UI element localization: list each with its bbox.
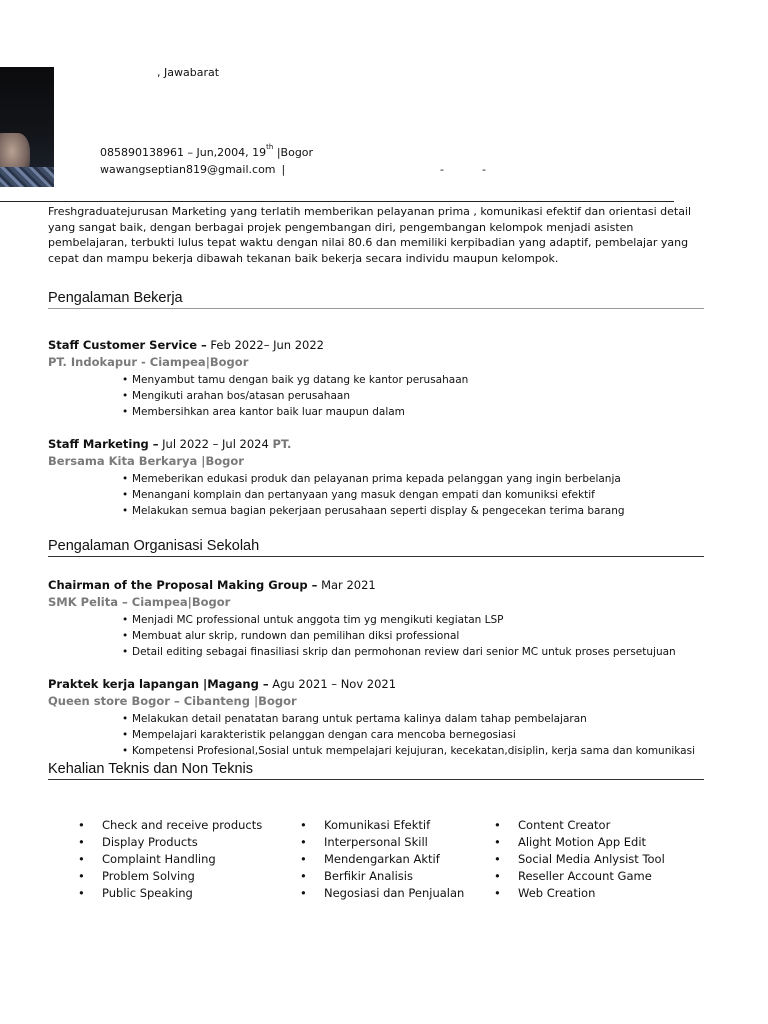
- list-item: • Menangani komplain dan pertanyaan yang masuk dengan empati dan komuniksi efektif: [120, 487, 720, 503]
- org-period: Mar 2021: [317, 578, 376, 592]
- list-item: • Display Products: [78, 834, 262, 851]
- list-item: • Problem Solving: [78, 868, 262, 885]
- list-item: • Interpersonal Skill: [300, 834, 464, 851]
- email-line: [100, 163, 486, 176]
- list-item: • Membersihkan area kantor baik luar maupun dalam: [120, 404, 720, 420]
- job-dash: –: [197, 338, 207, 352]
- job-title-2: [48, 437, 291, 451]
- job-company-prefix: PT.: [272, 437, 292, 451]
- job-period: Jul 2022 – Jul 2024: [158, 437, 273, 451]
- list-item: • Melakukan detail penatatan barang untuk pertama kalinya dalam tahap pembelajaran: [120, 711, 720, 727]
- org-place-1: SMK Pelita – Ciampea|Bogor: [48, 595, 231, 609]
- org-period: Agu 2021 – Nov 2021: [268, 677, 397, 691]
- list-item: • Reseller Account Game: [494, 868, 665, 885]
- job-duties-2: [120, 471, 720, 519]
- list-item: • Menjadi MC professional untuk anggota tim yg mengikuti kegiatan LSP: [120, 612, 720, 628]
- list-item: • Content Creator: [494, 817, 665, 834]
- list-item: • Berfikir Analisis: [300, 868, 464, 885]
- list-item: • Web Creation: [494, 885, 665, 902]
- address: , Jawabarat: [157, 66, 220, 79]
- list-item: • Alight Motion App Edit: [494, 834, 665, 851]
- job-title-1: [48, 338, 324, 352]
- job-dash: –: [148, 437, 159, 451]
- job-role: Staff Customer Service: [48, 338, 197, 352]
- org-place-2: Queen store Bogor – Cibanteng |Bogor: [48, 694, 297, 708]
- list-item: • Membuat alur skrip, rundown dan pemilihan diksi professional: [120, 628, 720, 644]
- email-separator: |: [281, 163, 286, 176]
- section-title-work: Pengalaman Bekerja: [48, 290, 704, 309]
- list-item: • Mempelajari karakteristik pelanggan dengan cara mencoba bernegosiasi: [120, 727, 720, 743]
- job-period: Feb 2022– Jun 2022: [206, 338, 325, 352]
- header-divider: [0, 201, 674, 202]
- org-duties-1: [120, 612, 720, 660]
- profile-photo: [0, 67, 54, 187]
- job-company-1: PT. Indokapur - Ciampea|Bogor: [48, 355, 249, 369]
- job-company-2: Bersama Kita Berkarya |Bogor: [48, 454, 244, 468]
- dash-1: -: [440, 163, 444, 176]
- list-item: • Detail editing sebagai finasiliasi skrip dan permohonan review dari senior MC untuk proses persetujuan: [120, 644, 720, 660]
- job-role: Staff Marketing: [48, 437, 149, 451]
- list-item: • Kompetensi Profesional,Sosial untuk mempelajari kejujuran, kecekatan,disiplin, kerja sama dan komunikasi: [120, 743, 720, 759]
- phone-birth-line: [100, 143, 314, 159]
- list-item: • Memeberikan edukasi produk dan pelayanan prima kepada pelanggan yang ingin berbelanja: [120, 471, 720, 487]
- org-dash: –: [307, 578, 318, 592]
- phone-birth-text: 085890138961 – Jun,2004, 19: [100, 146, 267, 159]
- list-item: • Check and receive products: [78, 817, 262, 834]
- photo-shirt: [0, 167, 54, 187]
- list-item: • Mengikuti arahan bos/atasan perusahaan: [120, 388, 720, 404]
- skills-column-2: [300, 817, 464, 902]
- list-item: • Negosiasi dan Penjualan: [300, 885, 464, 902]
- skills-column-3: [494, 817, 665, 902]
- org-title-2: [48, 677, 396, 691]
- list-item: • Melakukan semua bagian pekerjaan perusahaan seperti display & pengecekan terima barang: [120, 503, 720, 519]
- org-duties-2: [120, 711, 720, 759]
- list-item: • Complaint Handling: [78, 851, 262, 868]
- profile-summary: Freshgraduatejurusan Marketing yang terlatih memberikan pelayanan prima , komunikasi efektif dan orientasi detail yang sangat baik, dengan berbagai projek pengembangan diri, pengembangan kelompok menjadi asisten pembelajaran, terbukti lulus tepat waktu dengan nilai 80.6 dan memiliki kerpibadian yang adaptif, pembelajar yang cepat dan mampu bekerja dibawah tekanan baik bekerja secara individu maupun kelompok.: [48, 205, 692, 265]
- ordinal-suffix: th: [266, 143, 274, 151]
- org-role: Praktek kerja lapangan |Magang –: [48, 677, 269, 691]
- email[interactable]: wawangseptian819@gmail.com: [100, 163, 276, 176]
- org-title-1: [48, 578, 376, 592]
- list-item: • Komunikasi Efektif: [300, 817, 464, 834]
- list-item: • Menyambut tamu dengan baik yg datang ke kantor perusahaan: [120, 372, 720, 388]
- job-duties-1: [120, 372, 720, 420]
- birth-place: |Bogor: [273, 146, 314, 159]
- section-title-skills: Kehalian Teknis dan Non Teknis: [48, 761, 704, 780]
- list-item: • Social Media Anlysist Tool: [494, 851, 665, 868]
- skills-column-1: [78, 817, 262, 902]
- list-item: • Public Speaking: [78, 885, 262, 902]
- section-title-org: Pengalaman Organisasi Sekolah: [48, 538, 704, 557]
- dash-2: -: [482, 163, 486, 176]
- list-item: • Mendengarkan Aktif: [300, 851, 464, 868]
- org-role: Chairman of the Proposal Making Group: [48, 578, 308, 592]
